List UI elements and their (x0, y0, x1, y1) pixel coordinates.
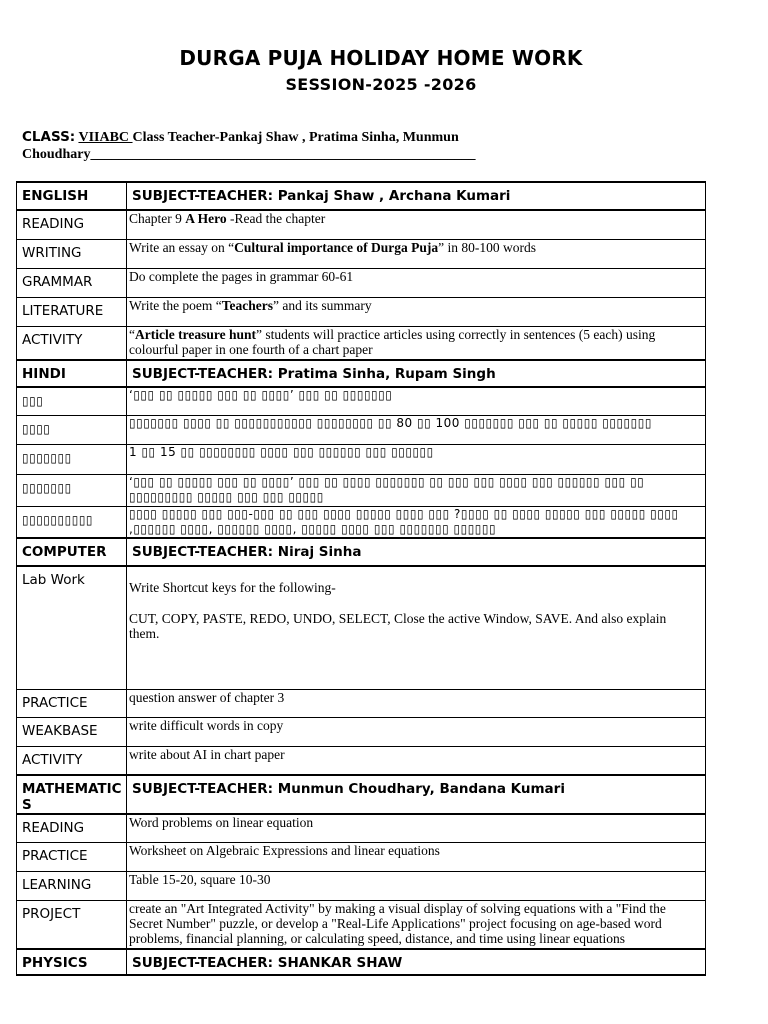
table-row (17, 326, 706, 360)
row-label: ACTIVITY (17, 747, 127, 775)
row-label: READING (17, 814, 127, 843)
row-label: WEAKBASE (17, 718, 127, 747)
homework-table (16, 181, 706, 976)
row-label: LEARNING (17, 872, 127, 901)
class-value: VIIABC (78, 130, 133, 145)
session-title: SESSION-2025 -2026 (285, 75, 477, 94)
row-text: “Article treasure hunt” students will practice articles using correctly in sentences (5 each) using colourful paper in one fourth of a chart paper (127, 326, 706, 360)
table-row (17, 814, 706, 843)
table-row (17, 474, 706, 506)
subject-mathematics: MATHEMATICS (17, 775, 127, 814)
class-info (22, 129, 582, 163)
row-text: write about AI in chart paper (127, 747, 706, 775)
row-label: PROJECT (17, 901, 127, 949)
table-row (17, 297, 706, 326)
table-row (17, 444, 706, 474)
row-text: 1 ▯▯ 15 ▯▯ ▯▯▯▯▯▯▯▯ ▯▯▯▯ ▯▯▯ ▯▯▯▯▯▯ ▯▯▯ ▯▯▯▯▯▯ (127, 444, 706, 474)
section-hindi (17, 360, 706, 387)
row-label: Lab Work (17, 566, 127, 690)
table-row (17, 843, 706, 872)
row-label: ▯▯▯▯▯▯▯ (17, 444, 127, 474)
subject-hindi: HINDI (17, 360, 127, 387)
row-label: ACTIVITY (17, 326, 127, 360)
row-text: Worksheet on Algebraic Expressions and linear equations (127, 843, 706, 872)
physics-teacher: SUBJECT-TEACHER: SHANKAR SHAW (127, 949, 706, 975)
class-underline: _______________________________________________________ (90, 147, 476, 162)
section-mathematics (17, 775, 706, 814)
english-teacher: SUBJECT-TEACHER: Pankaj Shaw , Archana Kumari (127, 182, 706, 210)
table-row (17, 872, 706, 901)
row-text: Word problems on linear equation (127, 814, 706, 843)
table-row (17, 901, 706, 949)
class-teachers: Class Teacher-Pankaj Shaw , Pratima Sinha, Munmun Choudhary (22, 130, 459, 162)
row-text: Write an essay on “Cultural importance of Durga Puja” in 80-100 words (127, 239, 706, 268)
lab-line-1: Write Shortcut keys for the following- (129, 579, 336, 595)
row-label: ▯▯▯▯▯▯▯ (17, 474, 127, 506)
subject-computer: COMPUTER (17, 538, 127, 566)
section-physics (17, 949, 706, 975)
row-label: ▯▯▯ (17, 387, 127, 415)
hindi-teacher: SUBJECT-TEACHER: Pratima Sinha, Rupam Singh (127, 360, 706, 387)
table-row (17, 268, 706, 297)
row-text: question answer of chapter 3 (127, 690, 706, 718)
mathematics-teacher: SUBJECT-TEACHER: Munmun Choudhary, Bandana Kumari (127, 775, 706, 814)
class-label: CLASS: (22, 129, 76, 145)
table-row (17, 210, 706, 239)
subject-physics: PHYSICS (17, 949, 127, 975)
row-text: Table 15-20, square 10-30 (127, 872, 706, 901)
table-row (17, 690, 706, 718)
row-label: ▯▯▯▯ (17, 415, 127, 444)
row-text: create an "Art Integrated Activity" by making a visual display of solving equations with a "Find the Secret Number" puzzle, or develop a "Real-Life Applications" project focusing on age-based word problems, financial planning, or calculating speed, distance, and time using linear equations (127, 901, 706, 949)
row-label: READING (17, 210, 127, 239)
row-label: PRACTICE (17, 843, 127, 872)
row-label: ▯▯▯▯▯▯▯▯▯▯ (17, 506, 127, 538)
lab-line-2: CUT, COPY, PASTE, REDO, UNDO, SELECT, Close the active Window, SAVE. And also explain them. (129, 610, 667, 641)
row-text: write difficult words in copy (127, 718, 706, 747)
document-title: DURGA PUJA HOLIDAY HOME WORK (179, 46, 583, 70)
table-row (17, 747, 706, 775)
section-computer (17, 538, 706, 566)
row-text: Write the poem “Teachers” and its summary (127, 297, 706, 326)
table-row (17, 718, 706, 747)
row-text: Do complete the pages in grammar 60-61 (127, 268, 706, 297)
row-label: PRACTICE (17, 690, 127, 718)
row-label: LITERATURE (17, 297, 127, 326)
table-row (17, 239, 706, 268)
row-text: ‘▯▯▯ ▯▯ ▯▯▯▯▯ ▯▯▯ ▯▯ ▯▯▯▯’ ▯▯▯ ▯▯ ▯▯▯▯ ▯▯▯▯▯▯▯ ▯▯ ▯▯▯ ▯▯▯ ▯▯▯▯ ▯▯▯ ▯▯▯▯▯▯ ▯▯▯ ▯▯ ▯▯▯▯▯▯▯▯▯ ▯▯▯▯▯ ▯▯▯ ▯▯▯ ▯▯▯▯▯ (127, 474, 706, 506)
row-label: GRAMMAR (17, 268, 127, 297)
row-label: WRITING (17, 239, 127, 268)
table-row (17, 387, 706, 415)
table-row (17, 506, 706, 538)
computer-teacher: SUBJECT-TEACHER: Niraj Sinha (127, 538, 706, 566)
row-text: ▯▯▯▯ ▯▯▯▯▯ ▯▯▯ ▯▯▯-▯▯▯ ▯▯ ▯▯▯ ▯▯▯▯ ▯▯▯▯▯ ▯▯▯▯ ▯▯▯ ?▯▯▯▯ ▯▯ ▯▯▯▯ ▯▯▯▯▯ ▯▯▯ ▯▯▯▯▯ ▯▯▯▯ ,▯▯▯▯▯▯ ▯▯▯▯, ▯▯▯▯▯▯ ▯▯▯▯, ▯▯▯▯▯ ▯▯▯▯ ▯▯▯ ▯▯▯▯▯▯▯ ▯▯▯▯▯▯ (127, 506, 706, 538)
table-row (17, 566, 706, 690)
row-text: ‘▯▯▯ ▯▯ ▯▯▯▯▯ ▯▯▯ ▯▯ ▯▯▯▯’ ▯▯▯ ▯▯ ▯▯▯▯▯▯▯ (127, 387, 706, 415)
row-text: ▯▯▯▯▯▯▯ ▯▯▯▯ ▯▯ ▯▯▯▯▯▯▯▯▯▯▯ ▯▯▯▯▯▯▯▯ ▯▯ 80 ▯▯ 100 ▯▯▯▯▯▯▯ ▯▯▯ ▯▯ ▯▯▯▯▯ ▯▯▯▯▯▯▯ (127, 415, 706, 444)
section-english (17, 182, 706, 210)
subject-english: ENGLISH (17, 182, 127, 210)
table-row (17, 415, 706, 444)
row-text: Chapter 9 A Hero -Read the chapter (127, 210, 706, 239)
row-text (127, 566, 706, 690)
